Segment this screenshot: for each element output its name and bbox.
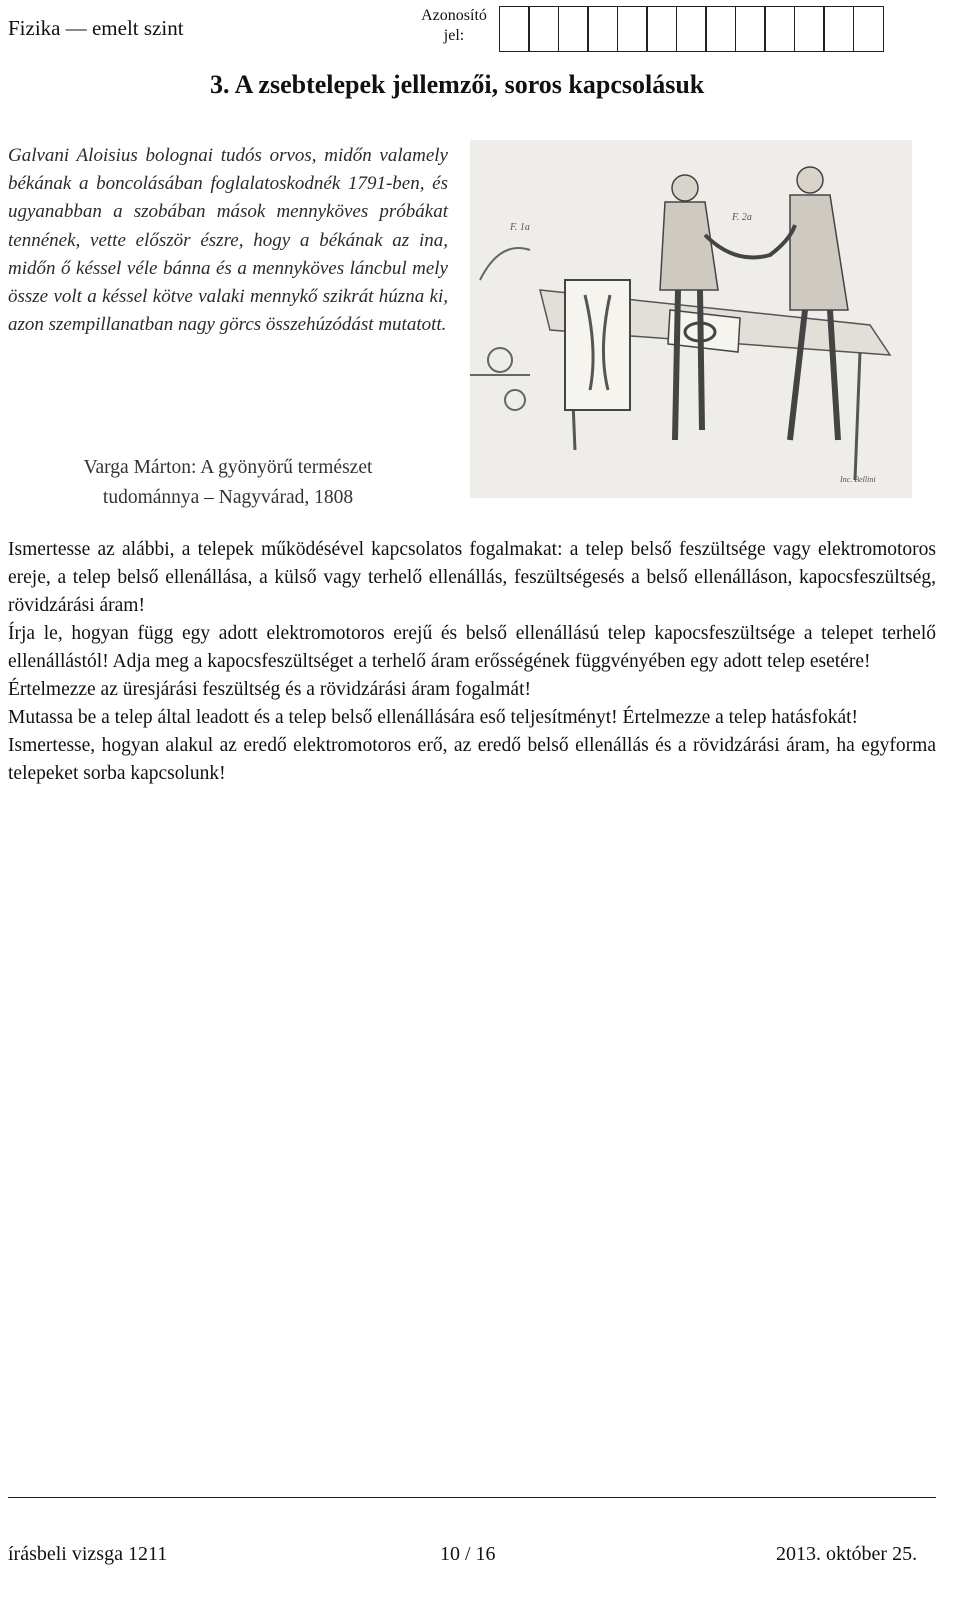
engraving-illustration [470, 140, 912, 498]
quote-citation [8, 453, 448, 513]
instruction-paragraph: Értelmezze az üresjárási feszültség és a rövidzárási áram fogalmát! [8, 679, 531, 700]
id-box[interactable] [764, 6, 795, 52]
id-box[interactable] [528, 6, 559, 52]
citation-line-2: tudománnya – Nagyvárad, 1808 [102, 487, 354, 508]
footer-exam-code: írásbeli vizsga 1211 [8, 1543, 168, 1565]
historical-quote: Galvani Aloisius bolognai tudós orvos, midőn valamely békának a boncolásában foglalatoskodnék 1791-ben, és ugyanabban a szobában mások mennyköves próbákat tennének, vette először észre, hogy a békának az ina, midőn ő késsel véle bánna és a mennyköves láncbul mely össze volt a késsel kötve valaki mennykő szikrát húzna ki, azon szempillanatban nagy görcs összehúzódást mutatott. [8, 145, 448, 336]
id-label: Azonosító jel: [421, 7, 487, 44]
footer-page-number: 10 / 16 [440, 1543, 496, 1565]
citation-line-1: Varga Márton: A gyönyörű természet [83, 457, 373, 478]
id-box[interactable] [587, 6, 618, 52]
instruction-paragraph: Ismertesse az alábbi, a telepek működésével kapcsolatos fogalmakat: a telep belső feszültsége vagy elektromotoros ereje, a telep belső ellenállása, a külső vagy terhelő ellenállás, feszültségesés a belső ellenálláson, kapocsfeszültség, rövidzárási áram! [8, 539, 936, 616]
id-box[interactable] [499, 6, 530, 52]
id-box[interactable] [617, 6, 648, 52]
figure-label-right: F. 2a [732, 212, 752, 223]
footer-date: 2013. október 25. [776, 1543, 918, 1565]
id-box[interactable] [676, 6, 707, 52]
id-box[interactable] [853, 6, 884, 52]
page-header [0, 0, 960, 56]
id-boxes [500, 6, 884, 52]
id-box[interactable] [823, 6, 854, 52]
id-box[interactable] [646, 6, 677, 52]
task-title: 3. A zsebtelepek jellemzői, soros kapcsolásuk [210, 70, 705, 99]
instruction-paragraph: Mutassa be a telep által leadott és a telep belső ellenállására eső teljesítményt! Értelmezze a telep hatásfokát! [8, 707, 859, 728]
figure-signature: Inc. Bellini [840, 475, 876, 484]
id-box[interactable] [735, 6, 766, 52]
id-box[interactable] [705, 6, 736, 52]
figure-label-left: F. 1a [510, 222, 530, 233]
id-box[interactable] [794, 6, 825, 52]
id-box[interactable] [558, 6, 589, 52]
instruction-paragraph: Írja le, hogyan függ egy adott elektromotoros erejű és belső ellenállású telep kapocsfeszültsége a telepet terhelő ellenállástól! Adja meg a kapocsfeszültséget a terhelő áram erősségének függvényében egy adott telep esetére! [8, 623, 936, 672]
instruction-paragraph: Ismertesse, hogyan alakul az eredő elektromotoros erő, az eredő belső ellenállás és a rövidzárási áram, ha egyforma telepeket sorba kapcsolunk! [8, 735, 936, 784]
subject-label: Fizika — emelt szint [8, 16, 184, 40]
galvani-engraving [470, 140, 912, 498]
task-instructions [8, 536, 936, 788]
footer-divider [8, 1497, 936, 1498]
